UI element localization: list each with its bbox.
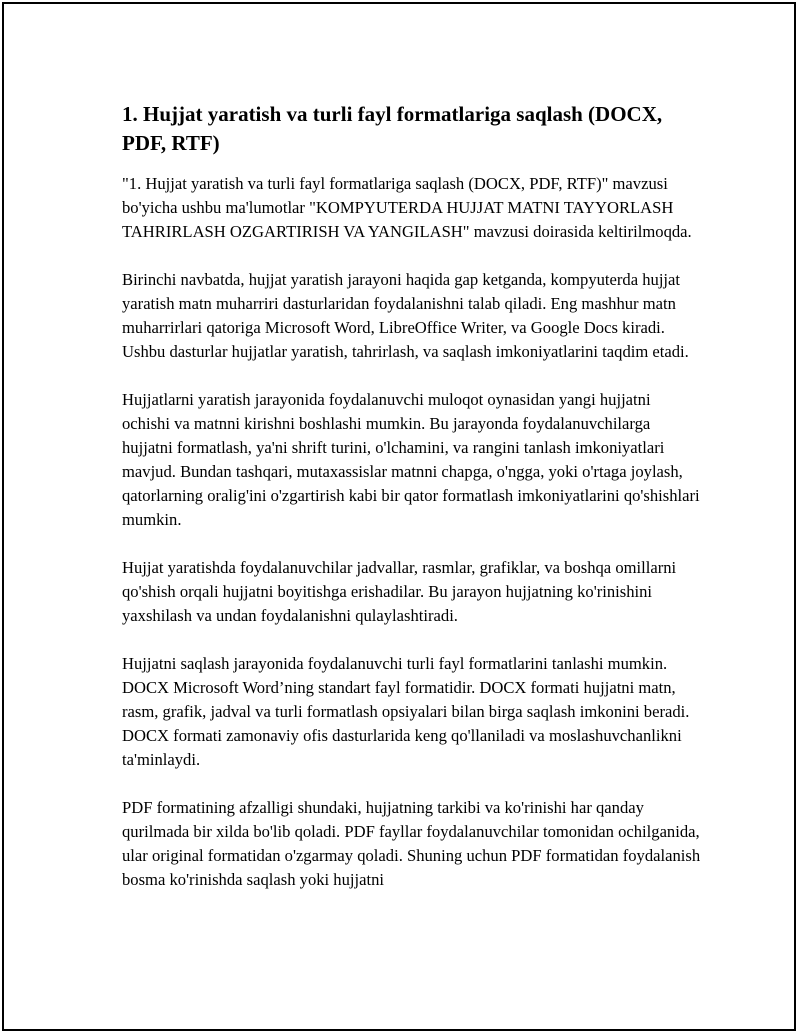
paragraph-docx-format: Hujjatni saqlash jarayonida foydalanuvchi turli fayl formatlarini tanlashi mumkin. DOCX Microsoft Word’ning standart fayl formatidir. DOCX formati hujjatni matn, rasm, grafik, jadval va turli formatlash opsiyalari bilan birga saqlash imkonini beradi. DOCX formati zamonaviy ofis dasturlarida keng qo'llaniladi va moslashuvchanlikni ta'minlaydi. [122, 654, 690, 769]
paragraph-enrichment: Hujjat yaratishda foydalanuvchilar jadvallar, rasmlar, grafiklar, va boshqa omillarni qo'shish orqali hujjatni boyitishga erishadilar. Bu jarayon hujjatning ko'rinishini yaxshilash va undan foydalanishni qulaylashtiradi. [122, 558, 677, 625]
document-body [122, 100, 702, 916]
paragraph-creation-overview: Birinchi navbatda, hujjat yaratish jarayoni haqida gap ketganda, kompyuterda hujjat yaratish matn muharriri dasturlaridan foydalanishni talab qiladi. Eng mashhur matn muharrirlari qatoriga Microsoft Word, LibreOffice Writer, va Google Docs kiradi. Ushbu dasturlar hujjatlar yaratish, tahrirlash, va saqlash imkoniyatlarini taqdim etadi. [122, 270, 689, 361]
document-page [2, 2, 796, 1031]
paragraph-intro: "1. Hujjat yaratish va turli fayl formatlariga saqlash (DOCX, PDF, RTF)" mavzusi bo'yicha ushbu ma'lumotlar "KOMPYUTERDA HUJJAT MATNI TAYYORLASH TAHRIRLASH OZGARTIRISH VA YANGILASH" mavzusi doirasida keltirilmoqda. [122, 174, 692, 241]
document-title: 1. Hujjat yaratish va turli fayl formatlariga saqlash (DOCX, PDF, RTF) [122, 102, 663, 155]
paragraph-creation-process: Hujjatlarni yaratish jarayonida foydalanuvchi muloqot oynasidan yangi hujjatni ochishi va matnni kirishni boshlashi mumkin. Bu jarayonda foydalanuvchilarga hujjatni formatlash, ya'ni shrift turini, o'lchamini, va rangini tanlash imkoniyatlari mavjud. Bundan tashqari, mutaxassislar matnni chapga, o'ngga, yoki o'rtaga joylash, qatorlarning oralig'ini o'zgartirish kabi bir qator formatlash imkoniyatlarini qo'shishlari mumkin. [122, 390, 700, 529]
paragraph-pdf-format: PDF formatining afzalligi shundaki, hujjatning tarkibi va ko'rinishi har qanday qurilmada bir xilda bo'lib qoladi. PDF fayllar foydalanuvchilar tomonidan ochilganida, ular original formatidan o'zgarmay qoladi. Shuning uchun PDF formatidan foydalanish bosma ko'rinishda saqlash yoki hujjatni [122, 798, 701, 889]
